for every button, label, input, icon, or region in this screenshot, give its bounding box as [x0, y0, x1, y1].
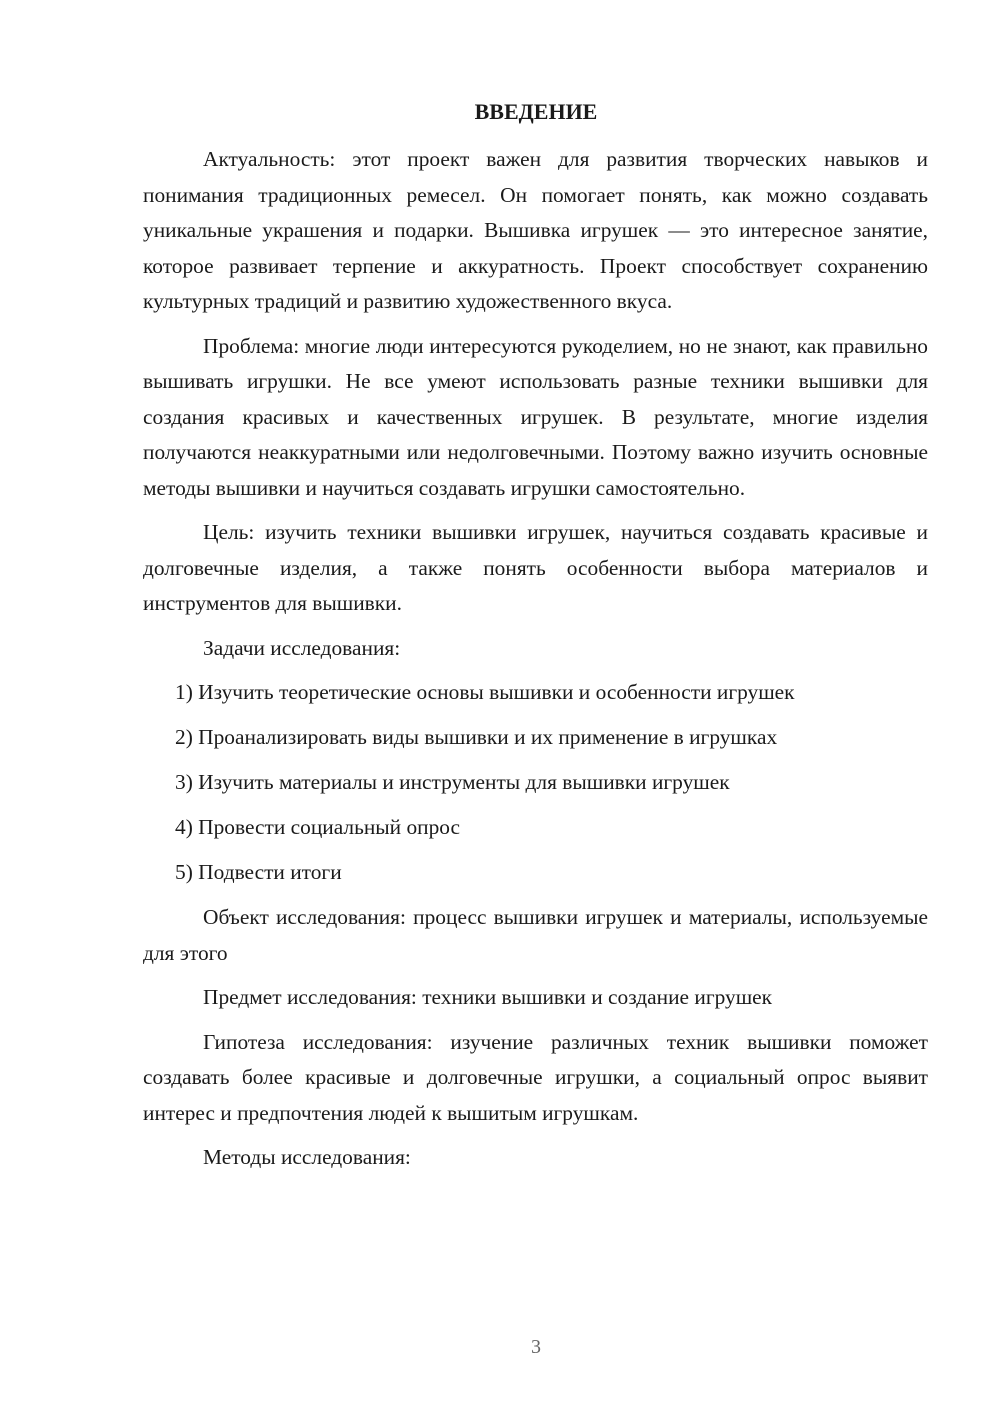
page-content	[143, 142, 928, 1185]
list-item: 5) Подвести итоги	[175, 860, 342, 884]
hypothesis-paragraph: Гипотеза исследования: изучение различных техник вышивки поможет создавать более красивые и долговечные игрушки, а социальный опрос выявит интерес и предпочтения людей к вышитым игрушкам.	[143, 1029, 928, 1125]
list-item: 4) Провести социальный опрос	[175, 815, 461, 839]
page-number: 3	[531, 1336, 541, 1358]
list-item: 2) Проанализировать виды вышивки и их применение в игрушках	[175, 725, 778, 749]
tasks-list	[143, 675, 928, 891]
tasks-heading: Задачи исследования:	[203, 635, 401, 660]
list-item: 1) Изучить теоретические основы вышивки и особенности игрушек	[175, 680, 795, 704]
list-item: 3) Изучить материалы и инструменты для вышивки игрушек	[175, 770, 730, 794]
goal-paragraph: Цель: изучить техники вышивки игрушек, научиться создавать красивые и долговечные изделия, а также понять особенности выбора материалов и инструментов для вышивки.	[143, 520, 928, 615]
methods-heading: Методы исследования:	[203, 1145, 411, 1169]
page-title: ВВЕДЕНИЕ	[474, 99, 598, 124]
subject-paragraph: Предмет исследования: техники вышивки и создание игрушек	[203, 985, 773, 1009]
relevance-paragraph: Актуальность: этот проект важен для развития творческих навыков и понимания традиционных ремесел. Он помогает понять, как можно создавать уникальные украшения и подарки. Вышивка игрушек — это интересное занятие, которое развивает терпение и аккуратность. Проект способствует сохранению культурных традиций и развитию художественного вкуса.	[143, 147, 928, 313]
problem-paragraph: Проблема: многие люди интересуются рукоделием, но не знают, как правильно вышивать игрушки. Не все умеют использовать разные техники вышивки для создания красивых и качественных игрушек. В результате, многие изделия получаются неаккуратными или недолговечными. Поэтому важно изучить основные методы вышивки и научиться создавать игрушки самостоятельно.	[143, 333, 928, 500]
object-paragraph: Объект исследования: процесс вышивки игрушек и материалы, используемые для этого	[143, 905, 928, 965]
